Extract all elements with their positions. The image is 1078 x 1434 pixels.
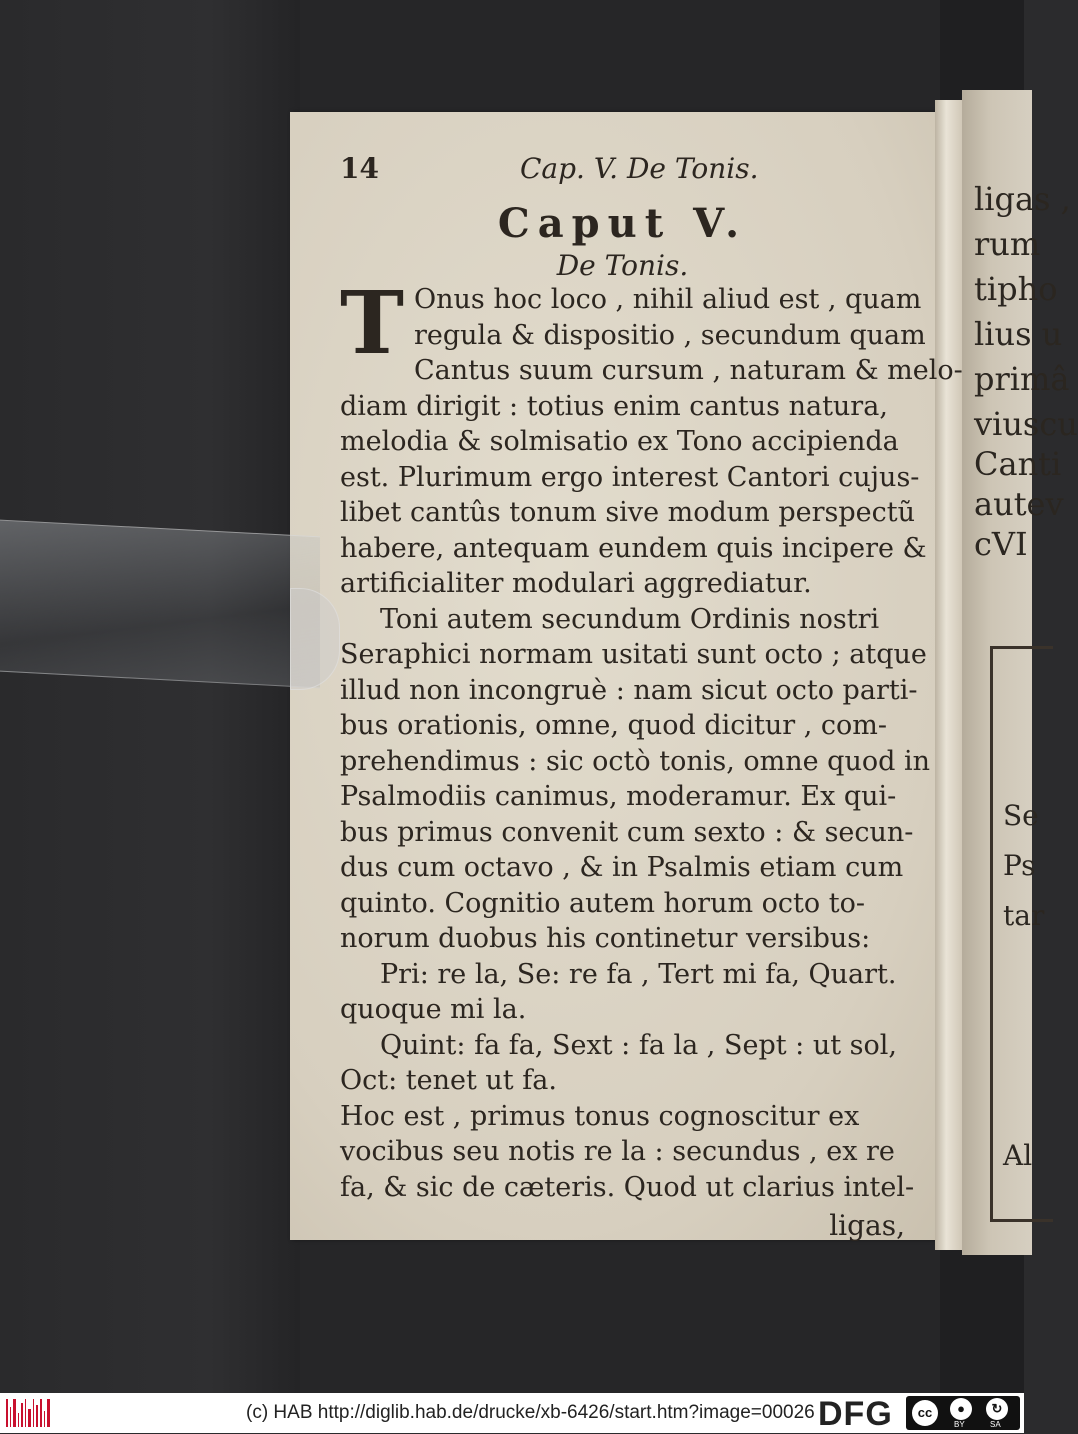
text-line: artificialiter modulari aggrediatur. <box>340 568 812 599</box>
hab-logo <box>6 1399 50 1427</box>
right-page-line: primâ <box>974 360 1070 398</box>
text-line: Pri: re la, Se: re fa , Tert mi fa, Quart. <box>380 958 897 990</box>
page-number: 14 <box>340 152 379 185</box>
right-page-line: Canti <box>974 445 1062 483</box>
sa-icon: ↻ <box>986 1398 1008 1420</box>
text-line: fa, & sic de cæteris. Quod ut clarius intel- <box>340 1171 915 1203</box>
text-line: quoque mi la. <box>340 994 527 1025</box>
text-line: Hoc est , primus tonus cognoscitur ex <box>340 1100 860 1132</box>
paragraph-2 <box>340 602 930 957</box>
paragraph-1 <box>340 273 963 602</box>
by-icon: ● <box>950 1398 972 1420</box>
sa-label: SA <box>990 1420 1001 1429</box>
text-line: vocibus seu notis re la : secundus , ex re <box>340 1136 895 1167</box>
right-page-line: ligas , <box>974 180 1071 218</box>
right-page-line: tipho <box>974 270 1058 308</box>
table-cell: Al <box>1003 1139 1033 1172</box>
text-line: norum duobus his continetur versibus: <box>340 923 871 954</box>
chapter-subtitle: De Tonis. <box>556 249 689 282</box>
text-line: Oct: tenet ut fa. <box>340 1065 557 1096</box>
text-line: Cantus suum cursum , naturam & melo- <box>414 355 963 386</box>
text-line: quinto. Cognitio autem horum octo to- <box>340 887 865 919</box>
cc-license-badge[interactable] <box>906 1396 1020 1430</box>
text-line: Onus hoc loco , nihil aliud est , quam <box>414 284 922 315</box>
text-line: est. Plurimum ergo interest Cantori cujus- <box>340 461 920 493</box>
page-gutter <box>935 100 963 1250</box>
right-page-line: autev <box>974 485 1064 523</box>
table-cell: Se <box>1003 799 1039 832</box>
by-label: BY <box>954 1420 965 1429</box>
text-line: melodia & solmisatio ex Tono accipienda <box>340 426 899 457</box>
verse-1 <box>340 957 905 1028</box>
dfg-logo: DFG <box>818 1395 893 1433</box>
right-page-line: cVI <box>974 525 1028 563</box>
text-line: Quint: fa fa, Sext : fa la , Sept : ut sol, <box>380 1029 897 1061</box>
right-page-line: lius u <box>974 315 1063 353</box>
text-line: diam dirigit : totius enim cantus natura, <box>340 390 888 422</box>
text-line: Toni autem secundum Ordinis nostri <box>380 603 880 635</box>
running-head: Cap. V. De Tonis. <box>520 152 759 185</box>
footer-bar <box>0 1393 1024 1433</box>
page-text <box>340 152 963 1242</box>
text-line: Seraphici normam usitati sunt octo ; atque <box>340 639 927 670</box>
text-line: habere, antequam eundem quis incipere & <box>340 532 927 564</box>
text-line: libet cantûs tonum sive modum perspectũ <box>340 497 915 528</box>
text-line: prehendimus : sic octò tonis, omne quod in <box>340 745 930 777</box>
background-left <box>0 0 300 1393</box>
table-cell: tar <box>1003 899 1045 932</box>
right-page-line: rum <box>974 225 1041 263</box>
text-line: regula & dispositio , secundum quam <box>414 319 926 351</box>
catchword: ligas, <box>829 1209 905 1242</box>
text-line: dus cum octavo , & in Psalmis etiam cum <box>340 852 904 883</box>
text-line: illud non incongruè : nam sicut octo parti- <box>340 674 918 706</box>
drop-cap: T <box>340 273 404 374</box>
table-cell: Ps <box>1003 849 1036 882</box>
right-page <box>962 90 1078 1255</box>
right-page-line: viuscu <box>974 405 1078 443</box>
chapter-title: Caput V. <box>497 200 748 247</box>
text-line: bus orationis, omne, quod dicitur , com- <box>340 710 888 741</box>
page-header <box>340 152 905 192</box>
text-line: Psalmodiis canimus, moderamur. Ex qui- <box>340 781 897 812</box>
cc-icon: cc <box>912 1400 938 1426</box>
verse-2 <box>340 1028 905 1099</box>
glass-page-holder <box>0 520 320 689</box>
right-page-table <box>990 646 1053 1222</box>
text-line: bus primus convenit cum sexto : & secun- <box>340 816 914 848</box>
paragraph-3 <box>340 1099 915 1206</box>
credit-link[interactable]: (c) HAB http://diglib.hab.de/drucke/xb-6426/start.htm?image=00026 <box>246 1402 815 1423</box>
